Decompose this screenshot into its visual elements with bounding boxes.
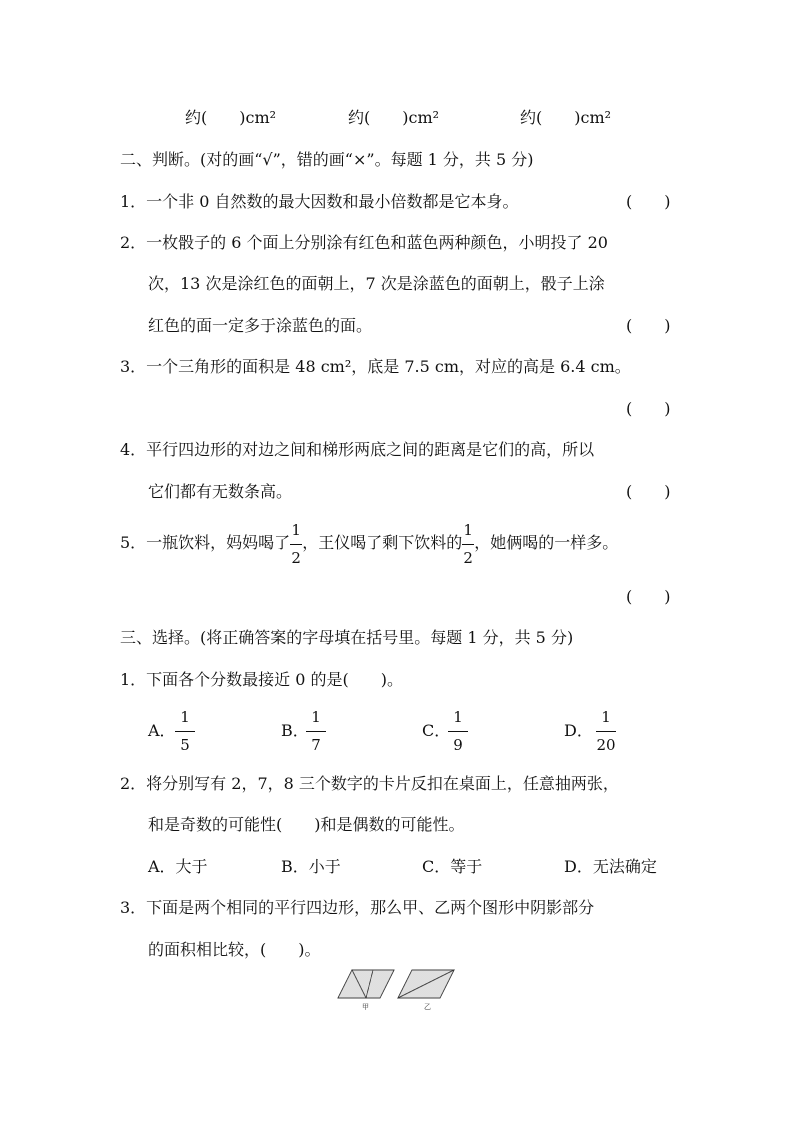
option-c[interactable]: C．等于: [422, 857, 483, 876]
fraction-numerator: 1: [463, 520, 473, 539]
option-a[interactable]: A．大于: [148, 857, 208, 876]
option-c-letter[interactable]: C．: [422, 721, 451, 740]
option-a-num: 1: [180, 708, 190, 726]
figure-jia: [338, 970, 394, 998]
area-blank-1: 约( )cm²: [185, 108, 277, 127]
option-c-fraction[interactable]: [446, 708, 470, 754]
parallelogram-figures: [336, 968, 466, 1002]
option-b[interactable]: B．小于: [281, 857, 341, 876]
judge-q5-part1: 5．一瓶饮料，妈妈喝了: [120, 533, 291, 552]
area-blank-3: 约( )cm²: [520, 108, 612, 127]
judge-q5-part3: ，她俩喝的一样多。: [474, 533, 619, 552]
choice-q2-line2: 和是奇数的可能性( )和是偶数的可能性。: [148, 815, 465, 834]
judge-q2-line2: 次，13 次是涂红色的面朝上，7 次是涂蓝色的面朝上，骰子上涂: [148, 274, 605, 293]
fraction-half-1: [290, 521, 302, 567]
answer-paren-q5[interactable]: ( ): [626, 587, 671, 606]
fraction-denominator: 2: [291, 548, 301, 567]
option-a-den: 5: [180, 736, 190, 754]
option-c-num: 1: [453, 708, 463, 726]
figure-yi: [398, 970, 454, 998]
option-b-num: 1: [311, 708, 321, 726]
figure-label-yi: 乙: [424, 1003, 431, 1011]
figure-label-jia: 甲: [362, 1003, 369, 1011]
option-a-fraction[interactable]: [173, 708, 197, 754]
option-a-letter[interactable]: A．: [148, 721, 176, 740]
answer-paren-q4[interactable]: ( ): [626, 482, 671, 501]
option-d-den: 20: [596, 736, 616, 754]
judge-q2-line1: 2．一枚骰子的 6 个面上分别涂有红色和蓝色两种颜色，小明投了 20: [120, 233, 608, 252]
fraction-numerator: 1: [291, 520, 301, 539]
judge-q2-line3: 红色的面一定多于涂蓝色的面。: [148, 316, 373, 335]
option-b-den: 7: [311, 736, 321, 754]
judge-q3: 3．一个三角形的面积是 48 cm²，底是 7.5 cm，对应的高是 6.4 cm。: [120, 357, 631, 376]
section-3-title: 三、选择。(将正确答案的字母填在括号里。每题 1 分，共 5 分): [120, 628, 574, 647]
area-blank-2: 约( )cm²: [348, 108, 440, 127]
option-c-den: 9: [453, 736, 463, 754]
option-b-fraction[interactable]: [304, 708, 328, 754]
judge-q1: 1．一个非 0 自然数的最大因数和最小倍数都是它本身。: [120, 192, 519, 211]
fraction-half-2: [462, 521, 474, 567]
answer-paren-q2[interactable]: ( ): [626, 316, 671, 335]
choice-q2-line1: 2．将分别写有 2，7，8 三个数字的卡片反扣在桌面上，任意抽两张，: [120, 774, 619, 793]
judge-q4-line2: 它们都有无数条高。: [148, 482, 293, 501]
judge-q5: [120, 520, 618, 567]
option-d-num: 1: [601, 708, 611, 726]
option-b-letter[interactable]: B．: [281, 721, 309, 740]
option-d[interactable]: D．无法确定: [564, 857, 657, 876]
option-d-letter[interactable]: D．: [564, 721, 593, 740]
section-2-title: 二、判断。(对的画“√”，错的画“×”。每题 1 分，共 5 分): [120, 150, 534, 169]
judge-q4-line1: 4．平行四边形的对边之间和梯形两底之间的距离是它们的高，所以: [120, 440, 595, 459]
choice-q1: 1．下面各个分数最接近 0 的是( )。: [120, 670, 404, 689]
option-d-fraction[interactable]: [594, 708, 618, 754]
answer-paren-q1[interactable]: ( ): [626, 192, 671, 211]
fraction-denominator: 2: [463, 548, 473, 567]
choice-q3-line1: 3．下面是两个相同的平行四边形，那么甲、乙两个图形中阴影部分: [120, 898, 595, 917]
answer-paren-q3[interactable]: ( ): [626, 399, 671, 418]
choice-q3-line2: 的面积相比较，( )。: [148, 940, 321, 959]
judge-q5-part2: ，王仪喝了剩下饮料的: [302, 533, 463, 552]
